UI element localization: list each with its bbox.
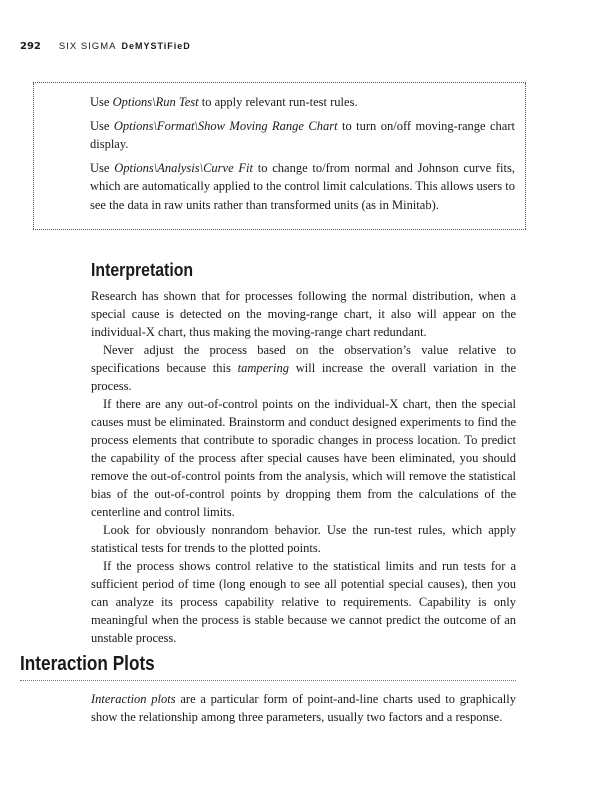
interaction-plots-heading-rule — [20, 652, 516, 681]
interaction-plots-paragraph: Interaction plots are a particular form of point-and-line charts used to graphically show the relationship among three parameters, usually two factors and a response. — [91, 692, 516, 724]
interpretation-heading: Interpretation — [91, 260, 194, 280]
software-tips-box — [33, 82, 526, 230]
interpretation-paragraph-1: Research has shown that for processes following the normal distribution, when a special cause is detected on the moving-range chart, it also will appear on the individual-X chart, thus making the moving-range chart redundant. — [91, 289, 516, 339]
book-title-suffix: DeMYSTiFieD — [121, 41, 191, 51]
running-head — [20, 41, 191, 55]
book-title-prefix: SIX SIGMA — [58, 41, 117, 52]
interaction-plots-heading: Interaction Plots — [20, 653, 155, 675]
interpretation-paragraph-2: Never adjust the process based on the observation’s value relative to specifications because this tampering will increase the overall variation in the process. — [91, 343, 516, 393]
tip-curve-fit: Use Options\Analysis\Curve Fit to change to/from normal and Johnson curve fits, which are automatically applied to the control limit calculations. This allows users to see the data in raw units rather than transformed units (as in Minitab). — [90, 160, 516, 212]
interaction-plots-section — [91, 690, 516, 726]
page-number: 292 — [20, 41, 41, 52]
interpretation-paragraph-3: If there are any out-of-control points on the individual-X chart, then the special causes must be eliminated. Brainstorm and conduct designed experiments to find the process elements that contribute to sporadic changes in process location. To predict the capability of the process after special causes have been eliminated, you should remove the out-of-control points from the analysis, which will remove the statistical bias of the out-of-control points by dropping them from the calculations of the centerline and control limits. — [91, 397, 516, 519]
tip-moving-range: Use Options\Format\Show Moving Range Chart to turn on/off moving-range chart display. — [90, 118, 515, 151]
interpretation-section — [91, 259, 516, 647]
interpretation-paragraph-4: Look for obviously nonrandom behavior. Use the run-test rules, which apply statistical tests for trends to the plotted points. — [91, 523, 516, 555]
tip-run-test: Use Options\Run Test to apply relevant run-test rules. — [90, 95, 358, 109]
interpretation-paragraph-5: If the process shows control relative to the statistical limits and run tests for a sufficient period of time (long enough to see all potential special causes), then you can analyze its process capability relative to requirements. Capability is only meaningful when the process is stable because we cannot predict the outcome of an unstable process. — [91, 559, 516, 645]
